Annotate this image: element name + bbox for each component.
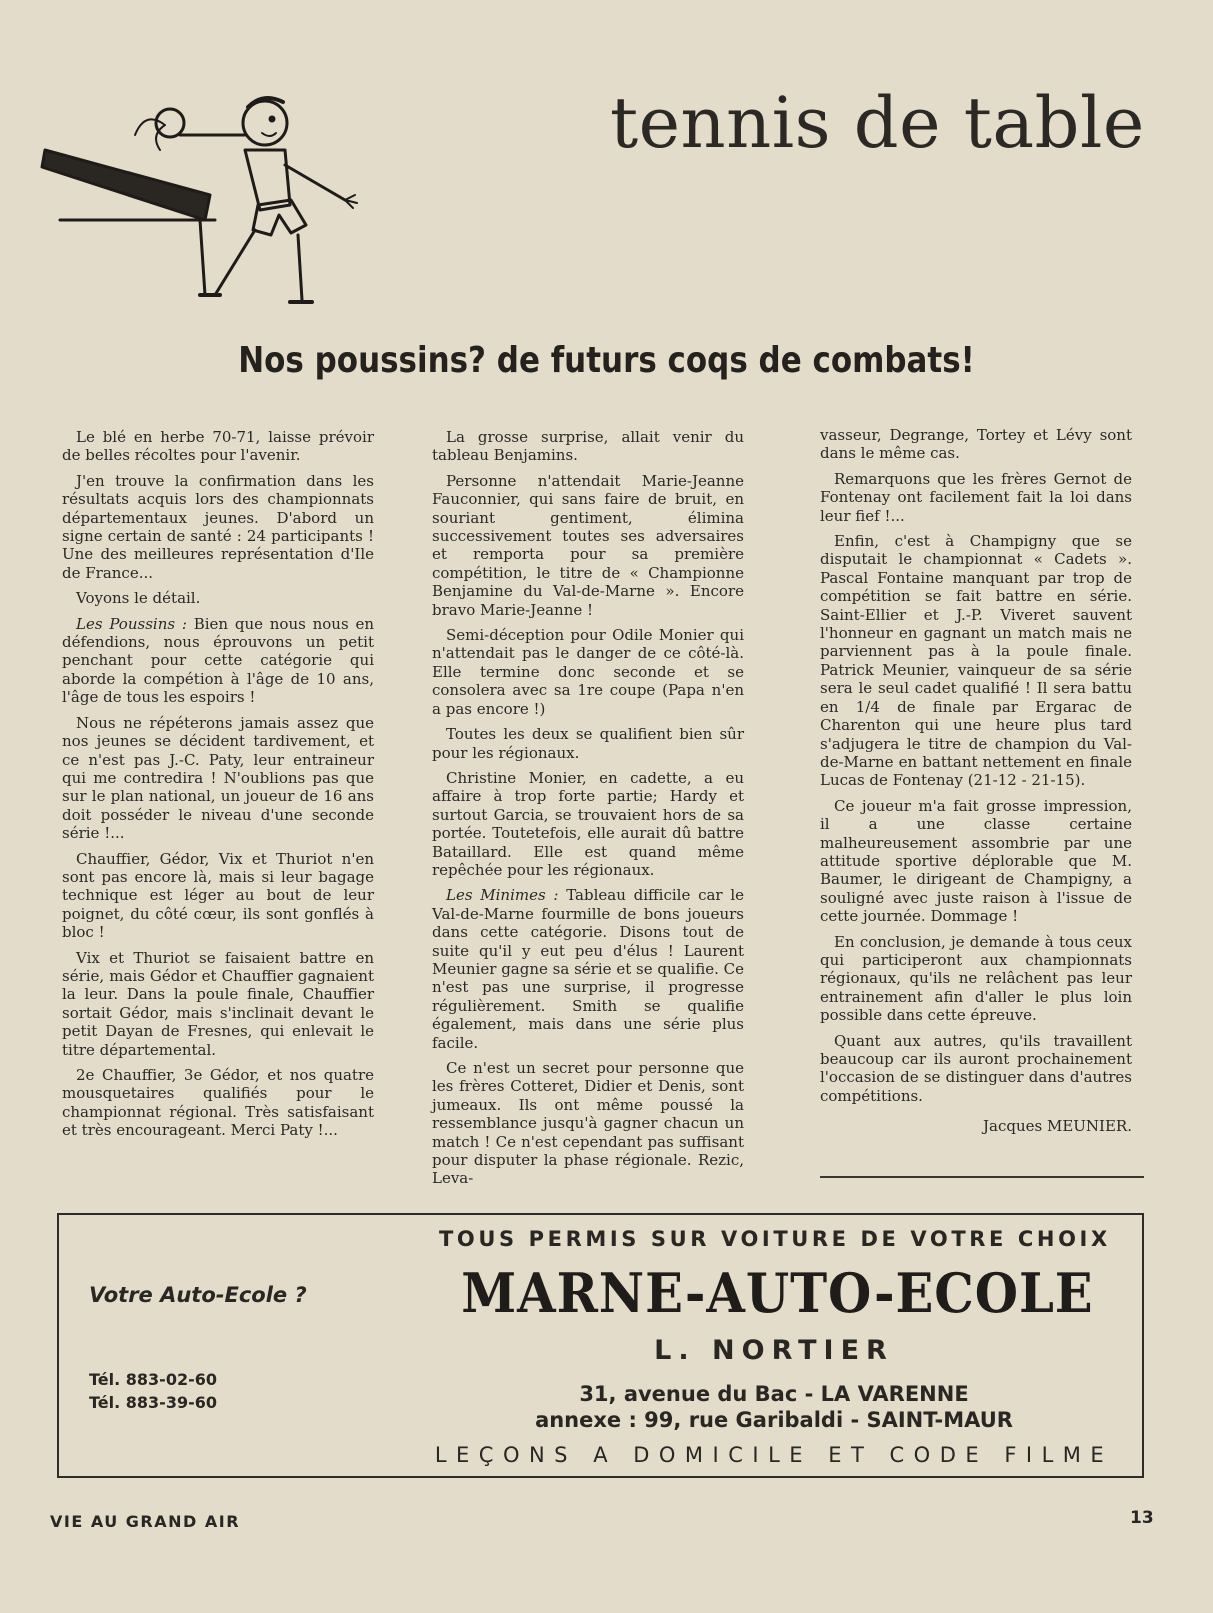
ad-top-line: TOUS PERMIS SUR VOITURE DE VOTRE CHOIX	[439, 1227, 1111, 1251]
paragraph: Enfin, c'est à Champigny que se disputait le championnat « Cadets ». Pascal Fontaine manquant par trop de compétition se fait battre en série. Saint-Ellier et J.-P. Viveret sauvent l'honneur en gagnant un match mais ne parviennent pas à la poule finale. Patrick Meunier, vainqueur de sa série sera le seul cadet qualifié ! Il sera battu en 1/4 de finale par Ergarac de Charenton qui une heure plus tard s'adjugera le titre de champion du Val-de-Marne en battant nettement en finale Lucas de Fontenay (21-12 - 21-15).	[820, 532, 1132, 790]
paragraph: Christine Monier, en cadette, a eu affaire à trop forte partie; Hardy et surtout Garcia, se trouvaient hors de sa portée. Toutetefois, elle aurait dû battre Bataillard. Elle est quand même repêchée pour les régionaux.	[432, 768, 744, 879]
paragraph-text: Tableau difficile car le Val-de-Marne fourmille de bons joueurs dans cette catégorie. Disons tout de suite qu'il y eut peu d'élus ! Laurent Meunier gagne sa série et se qualifie. Ce n'est pas une surprise, il progresse régulièrement. Smith se qualifie également, mais dans une série plus facile.	[432, 886, 744, 1052]
paragraph: J'en trouve la confirmation dans les résultats acquis lors des championnats départementaux jeunes. D'abord un signe certain de santé : 24 participants ! Une des meilleures représentation d'Ile de France...	[62, 471, 374, 582]
article-column-2	[432, 428, 744, 1195]
article-column-1	[62, 428, 374, 1147]
paragraph: Remarquons que les frères Gernot de Fontenay ont facilement fait la loi dans leur fief !...	[820, 469, 1132, 525]
ad-bottom-line: LEÇONS A DOMICILE ET CODE FILME	[434, 1443, 1114, 1467]
paragraph: Le blé en herbe 70-71, laisse prévoir de belles récoltes pour l'avenir.	[62, 428, 374, 465]
paragraph: Toutes les deux se qualifient bien sûr pour les régionaux.	[432, 725, 744, 762]
ad-tagline: Votre Auto-Ecole ?	[89, 1283, 307, 1307]
category-label: Les Poussins :	[76, 614, 187, 633]
paragraph-text: Bien que nous nous en défendions, nous éprouvons un petit penchant pour cette catégorie qui aborde la compétion à l'âge de 10 ans, l'âge de tous les espoirs !	[62, 614, 374, 707]
author-signature: Jacques MEUNIER.	[983, 1117, 1132, 1136]
divider	[820, 1176, 1144, 1178]
ad-address-line: 31, avenue du Bac - LA VARENNE	[579, 1382, 969, 1406]
ad-phone: Tél. 883-02-60	[89, 1370, 217, 1389]
table-tennis-player-drawing-icon	[40, 95, 380, 310]
paragraph: Chauffier, Gédor, Vix et Thuriot n'en sont pas encore là, mais si leur bagage technique est léger au bout de leur poignet, du côté cœur, ils sont gonflés à bloc !	[62, 849, 374, 942]
paragraph: vasseur, Degrange, Tortey et Lévy sont dans le même cas.	[820, 426, 1132, 463]
paragraph: Quant aux autres, qu'ils travaillent beaucoup car ils auront prochainement l'occasion de se distinguer dans d'autres compétitions.	[820, 1031, 1132, 1105]
paragraph: La grosse surprise, allait venir du tableau Benjamins.	[432, 428, 744, 465]
paragraph: Voyons le détail.	[76, 589, 201, 608]
ad-brand-name: MARNE-AUTO-ECOLE	[461, 1261, 1094, 1325]
advertisement-box	[57, 1213, 1144, 1478]
paragraph: Ce joueur m'a fait grosse impression, il a une classe certaine malheureusement assombrie par une attitude sportive déplorable que M. Baumer, le dirigeant de Champigny, a souligné avec juste raison à l'issue de cette journée. Dommage !	[820, 796, 1132, 926]
ad-address	[434, 1381, 1114, 1433]
paragraph: 2e Chauffier, 3e Gédor, et nos quatre mousquetaires qualifiés pour le championnat régional. Très satisfaisant et très encourageant. Merci Paty !...	[62, 1066, 374, 1140]
section-title: tennis de table	[610, 82, 1145, 164]
paragraph	[432, 886, 744, 1052]
ad-owner: L. NORTIER	[654, 1335, 894, 1366]
paragraph	[62, 615, 374, 707]
paragraph: Personne n'attendait Marie-Jeanne Fauconnier, qui sans faire de bruit, en souriant gentiment, élimina successivement toutes ses adversaires et remporta pour sa première compétition, le titre de « Championne Benjamine du Val-de-Marne ». Encore bravo Marie-Jeanne !	[432, 471, 744, 619]
paragraph: Nous ne répéterons jamais assez que nos jeunes se décident tardivement, et ce n'est pas J.-C. Paty, leur entraineur qui me contredira ! N'oublions pas que sur le plan national, un joueur de 16 ans doit posséder le niveau d'une seconde série !...	[62, 713, 374, 843]
paragraph: Ce n'est un secret pour personne que les frères Cotteret, Didier et Denis, sont jumeaux. Ils ont même poussé la ressemblance jusqu'à gagner chacun un match ! Ce n'est cependant pas suffisant pour disputer la phase régionale. Rezic, Leva-	[432, 1059, 744, 1188]
publication-name: VIE AU GRAND AIR	[50, 1512, 241, 1531]
paragraph: Vix et Thuriot se faisaient battre en série, mais Gédor et Chauffier gagnaient la leur. Dans la poule finale, Chauffier sortait Gédor, mais s'inclinait devant le petit Dayan de Fresnes, qui enlevait le titre départemental.	[62, 948, 374, 1059]
article-column-3	[820, 426, 1132, 1143]
paragraph: Semi-déception pour Odile Monier qui n'attendait pas le danger de ce côté-là. Elle termine donc seconde et se consolera avec sa 1re coupe (Papa n'en a pas encore !)	[432, 626, 744, 718]
ad-address-line: annexe : 99, rue Garibaldi - SAINT-MAUR	[535, 1408, 1013, 1432]
article-headline: Nos poussins? de futurs coqs de combats!	[238, 340, 975, 381]
page-number: 13	[1130, 1508, 1154, 1528]
paragraph: En conclusion, je demande à tous ceux qui participeront aux championnats régionaux, qu'ils ne relâchent pas leur entrainement afin d'aller le plus loin possible dans cette épreuve.	[820, 932, 1132, 1025]
category-label: Les Minimes :	[446, 886, 559, 905]
ad-phone: Tél. 883-39-60	[89, 1393, 217, 1412]
